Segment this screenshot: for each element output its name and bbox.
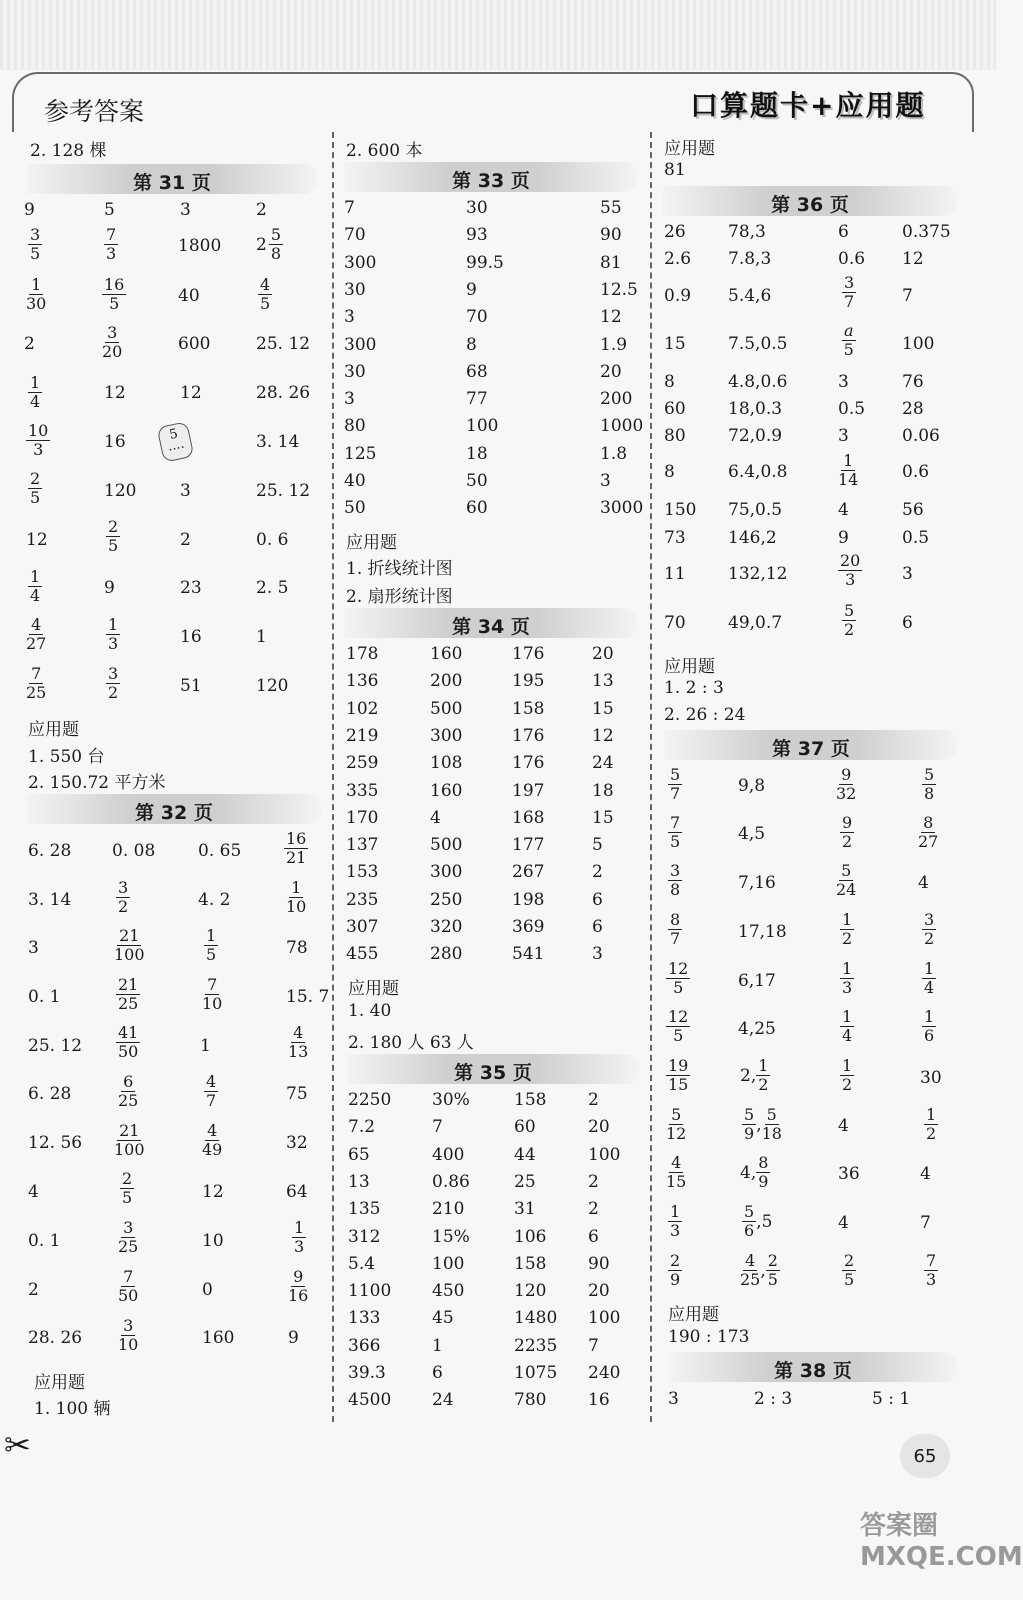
grid-cell: 30% [432, 1090, 470, 1110]
grid-cell: 267 [512, 862, 545, 883]
grid-cell: 6 [592, 889, 603, 910]
grid-cell: 102 [346, 698, 379, 719]
grid-cell: 93 [466, 225, 488, 246]
page-heading-37: 第 37 页 [664, 730, 958, 760]
grid-cell: 210 [432, 1199, 465, 1220]
grid-cell: 7 [344, 198, 355, 218]
grid-cell: 100 [466, 416, 499, 437]
grid-cell: 28 [902, 399, 924, 419]
grid-cell: 197 [512, 780, 545, 801]
grid-cell: 307 [346, 917, 379, 937]
page-heading-33: 第 33 页 [344, 162, 638, 192]
grid-cell: 56 [902, 500, 924, 520]
grid-cell: 7 [902, 286, 913, 306]
grid-cell: 24 [432, 1390, 454, 1411]
grid-cell: 541 [512, 944, 545, 965]
grid-cell: 200 [600, 389, 633, 410]
grid-cell: 2250 [348, 1090, 392, 1110]
grid-cell: 6 [592, 917, 603, 937]
grid-cell: 366 [348, 1335, 381, 1356]
grid-cell: 132,12 [728, 564, 788, 584]
grid-cell: 168 [512, 807, 545, 828]
grid-cell: 198 [512, 889, 545, 910]
grid-cell: 18 [466, 443, 488, 464]
grid-cell: 178 [346, 644, 379, 664]
grid-cell: 76 [902, 372, 924, 392]
grid-cell: 15 [592, 807, 614, 828]
grid-cell: 200 [430, 671, 463, 692]
grid-cell: 9 [838, 528, 849, 548]
grid-cell: 60 [514, 1117, 536, 1138]
grid-cell: 1 [432, 1335, 443, 1356]
grid-cell: 72,0.9 [728, 426, 783, 446]
grid-cell: 7.8,3 [728, 249, 772, 269]
page-heading-32: 第 32 页 [26, 794, 322, 824]
fraction: $\frac{3}{5}$ [30, 225, 41, 263]
grid-cell: 133 [348, 1308, 381, 1329]
grid-cell: 369 [512, 917, 545, 937]
grid-cell: 2 [588, 1090, 599, 1110]
grid-cell: 100 [588, 1144, 621, 1165]
grid-cell: 3 [344, 389, 355, 410]
fraction: $\frac{7}{3}$ [106, 225, 117, 263]
grid-cell: 18 [592, 780, 614, 801]
grid-cell: 195 [512, 671, 545, 692]
grid-cell: 450 [432, 1281, 465, 1302]
grid-cell: 158 [512, 698, 545, 719]
grid-cell: 30 [466, 198, 488, 218]
grid-cell: 1.8 [600, 443, 628, 464]
grid-cell: 80 [664, 426, 686, 446]
grid-cell: 259 [346, 753, 379, 774]
page-heading-36: 第 36 页 [662, 186, 958, 216]
grid-cell: 15% [432, 1226, 470, 1247]
grid-cell: 20 [600, 361, 622, 382]
grid-cell: 20 [588, 1281, 610, 1302]
grid-cell: 3 [838, 372, 849, 392]
grid-cell: 250 [430, 889, 463, 910]
grid-cell: 300 [430, 725, 463, 746]
grid-cell: 1480 [514, 1308, 558, 1329]
grid-cell: 6 [902, 613, 913, 633]
watermark: 答案圈 MXQE.COM [860, 1511, 1023, 1572]
grid-cell: 0.86 [432, 1171, 470, 1192]
grid-cell: 312 [348, 1226, 381, 1247]
grid-cell: 4 [838, 500, 849, 520]
grid-cell: 2 [588, 1199, 599, 1220]
grid-cell: 70 [344, 225, 366, 246]
grid-cell: 68 [466, 361, 488, 382]
grid-cell: 60 [466, 498, 488, 519]
grid-cell: 1.9 [600, 334, 628, 355]
grid-cell: 3 [592, 944, 603, 965]
grid-cell: 16 [588, 1390, 610, 1411]
page-number: 65 [900, 1434, 950, 1478]
grid-cell: 30 [344, 361, 366, 382]
grid-cell: 12 [592, 725, 614, 746]
grid-cell: 4 [430, 807, 441, 828]
grid-cell: 20 [588, 1117, 610, 1138]
grid-cell: 0.9 [664, 286, 692, 306]
grid-cell: 1000 [600, 416, 644, 437]
grid-cell: 177 [512, 835, 545, 856]
grid-cell: 8 [466, 334, 477, 355]
grid-cell: 335 [346, 780, 379, 801]
grid-cell: 12 [600, 307, 622, 328]
grid-cell: 6 [432, 1363, 443, 1383]
grid-cell: 77 [466, 389, 488, 410]
grid-cell: 158 [514, 1253, 547, 1274]
stamp-icon: 5 ···· [157, 421, 194, 463]
grid-cell: 100 [432, 1253, 465, 1274]
grid-cell: 26 [664, 222, 686, 242]
grid-cell: 240 [588, 1363, 621, 1383]
grid-cell: 45 [432, 1308, 454, 1329]
grid-cell: 18,0.3 [728, 399, 783, 419]
grid-cell: 2 [592, 862, 603, 883]
grid-cell: 90 [588, 1253, 610, 1274]
grid-cell: 15 [592, 698, 614, 719]
grid-cell: 500 [430, 835, 463, 856]
grid-cell: 12 [902, 249, 924, 269]
grid-cell: 455 [346, 944, 379, 965]
grid-cell: 4500 [348, 1390, 392, 1411]
grid-cell: 135 [348, 1199, 381, 1220]
grid-cell: 15 [664, 334, 686, 354]
grid-cell: 0.375 [902, 222, 951, 242]
grid-cell: 160 [430, 644, 463, 664]
page-heading-35: 第 35 页 [346, 1054, 640, 1084]
grid-cell: 78,3 [728, 222, 766, 242]
page-heading-34: 第 34 页 [344, 608, 638, 638]
grid-cell: 300 [344, 334, 377, 355]
grid-cell: 44 [514, 1144, 536, 1165]
header-title: 参考答案 [44, 97, 145, 126]
header-book-title: 口算题卡+应用题 [690, 89, 926, 122]
grid-cell: 75,0.5 [728, 500, 783, 520]
page-heading-38: 第 38 页 [668, 1352, 958, 1382]
grid-cell: 99.5 [466, 252, 504, 273]
grid-cell: 125 [344, 443, 377, 464]
grid-cell: 100 [902, 334, 935, 354]
grid-cell: 3 [838, 426, 849, 446]
grid-cell: 153 [346, 862, 379, 883]
grid-cell: 0.5 [902, 528, 930, 548]
column-divider [332, 132, 334, 1422]
grid-cell: 160 [430, 780, 463, 801]
grid-cell: 6 [588, 1226, 599, 1247]
grid-cell: 11 [664, 564, 686, 584]
grid-cell: 81 [600, 252, 622, 273]
grid-cell: 280 [430, 944, 463, 965]
grid-cell: 300 [430, 862, 463, 883]
grid-cell: 39.3 [348, 1363, 386, 1383]
grid-cell: 5.4 [348, 1253, 376, 1274]
grid-cell: 400 [432, 1144, 465, 1165]
grid-cell: 106 [514, 1226, 547, 1247]
grid-cell: 108 [430, 753, 463, 774]
grid-cell: 55 [600, 198, 622, 218]
column-divider [650, 132, 652, 1422]
grid-cell: 235 [346, 889, 379, 910]
grid-cell: 170 [346, 807, 379, 828]
grid-cell: 12.5 [600, 279, 638, 300]
grid-cell: 176 [512, 725, 545, 746]
grid-cell: 3 [344, 307, 355, 328]
answer-line: 2. 128 棵 [30, 141, 107, 161]
grid-cell: 8 [664, 462, 675, 482]
grid-cell: 8 [664, 372, 675, 392]
grid-cell: 9 [466, 279, 477, 300]
grid-cell: 2 [588, 1171, 599, 1192]
grid-cell: 2235 [514, 1335, 558, 1356]
grid-cell: 3 [600, 471, 611, 491]
grid-cell: 780 [514, 1390, 547, 1411]
grid-cell: 13 [592, 671, 614, 692]
grid-cell: 30 [344, 279, 366, 300]
grid-cell: 137 [346, 835, 379, 856]
grid-cell: 5.4,6 [728, 286, 772, 306]
grid-cell: 20 [592, 644, 614, 664]
page-heading-31: 第 31 页 [26, 164, 318, 194]
scissors-icon: ✂ [4, 1426, 31, 1464]
grid-cell: 136 [346, 671, 379, 692]
grid-cell: 3 [902, 564, 913, 584]
grid-cell: 0.6 [902, 462, 930, 482]
grid-cell: 0.5 [838, 399, 866, 419]
grid-cell: 146,2 [728, 528, 777, 548]
grid-cell: 1075 [514, 1363, 558, 1383]
mixed-number: 2 $\frac{5}{8}$ [256, 225, 282, 263]
grid-cell: 176 [512, 644, 545, 664]
grid-cell: 158 [514, 1090, 547, 1110]
grid-cell: 24 [592, 753, 614, 774]
grid-cell: 3000 [600, 498, 644, 519]
grid-cell: 73 [664, 528, 686, 548]
grid-cell: 70 [466, 307, 488, 328]
grid-cell: 120 [514, 1281, 547, 1302]
grid-cell: 1100 [348, 1281, 392, 1302]
grid-cell: 49,0.7 [728, 613, 783, 633]
grid-cell: 100 [588, 1308, 621, 1329]
grid-cell: 6.4,0.8 [728, 462, 788, 482]
grid-cell: 150 [664, 500, 697, 520]
grid-cell: 320 [430, 917, 463, 937]
grid-cell: 60 [664, 399, 686, 419]
grid-cell: 219 [346, 725, 379, 746]
grid-cell: 300 [344, 252, 377, 273]
grid-cell: 65 [348, 1144, 370, 1165]
grid-cell: 7.5,0.5 [728, 334, 788, 354]
grid-cell: 4.8,0.6 [728, 372, 788, 392]
grid-cell: 50 [466, 471, 488, 491]
grid-cell: 176 [512, 753, 545, 774]
grid-cell: 31 [514, 1199, 536, 1220]
grid-cell: 5 [592, 835, 603, 856]
grid-cell: 13 [348, 1171, 370, 1192]
grid-cell: 7 [588, 1335, 599, 1356]
grid-cell: 2.6 [664, 249, 692, 269]
grid-cell: 0.6 [838, 249, 866, 269]
top-band [0, 0, 996, 70]
grid-cell: 90 [600, 225, 622, 246]
grid-cell: 6 [838, 222, 849, 242]
grid-cell: 40 [344, 471, 366, 491]
grid-cell: 25 [514, 1171, 536, 1192]
grid-cell: 0.06 [902, 426, 940, 446]
grid-cell: 500 [430, 698, 463, 719]
grid-cell: 80 [344, 416, 366, 437]
grid-cell: 50 [344, 498, 366, 519]
grid-cell: 70 [664, 613, 686, 633]
grid-cell: 7 [432, 1117, 443, 1138]
grid-cell: 7.2 [348, 1117, 376, 1138]
